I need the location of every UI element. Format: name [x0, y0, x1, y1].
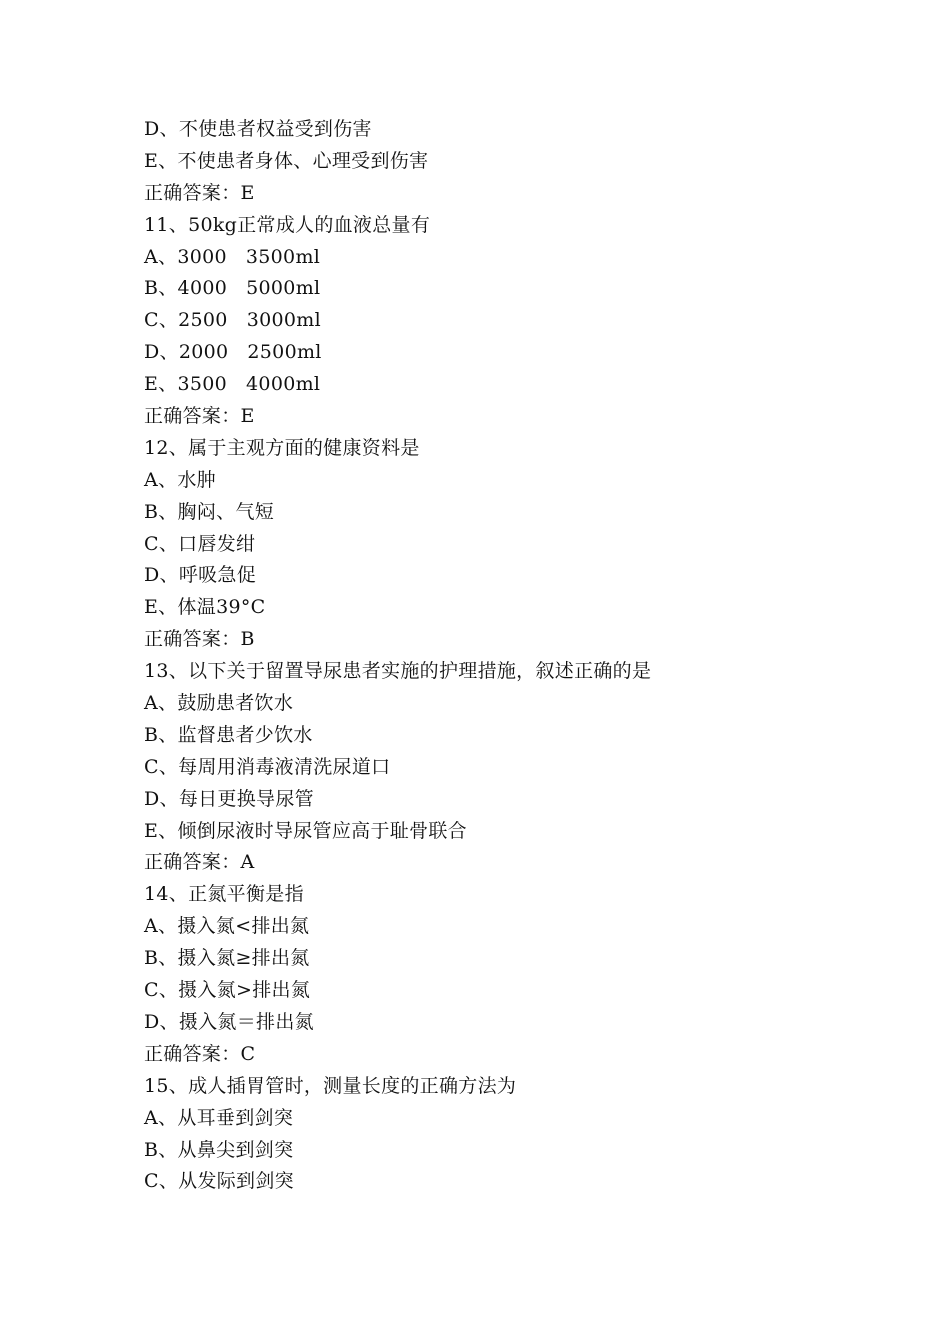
option-e-line: E、倾倒尿液时导尿管应高于耻骨联合	[144, 819, 467, 842]
question-15: 15、成人插胃管时，测量长度的正确方法为	[144, 1074, 517, 1097]
option-e-line: E、不使患者身体、心理受到伤害	[144, 149, 429, 172]
option-b-line: B、监督患者少饮水	[144, 723, 313, 746]
option-d-line: D、2000 2500ml	[144, 341, 322, 364]
option-b-line: B、4000 5000ml	[144, 277, 321, 300]
option-d-line: D、呼吸急促	[144, 564, 257, 587]
option-c-line: C、口唇发绀	[144, 532, 256, 555]
option-e-line: E、3500 4000ml	[144, 373, 321, 396]
option-d-line: D、每日更换导尿管	[144, 787, 314, 810]
question-11: 11、50kg正常成人的血液总量有	[144, 213, 431, 236]
answer-line: 正确答案：A	[144, 851, 255, 874]
option-c-line: C、2500 3000ml	[144, 309, 321, 332]
option-a-line: A、鼓励患者饮水	[144, 692, 294, 715]
answer-line: 正确答案：E	[144, 405, 255, 428]
option-d-line: D、不使患者权益受到伤害	[144, 118, 372, 140]
document-body	[144, 114, 844, 1198]
option-a-line: A、摄入氮<排出氮	[144, 915, 310, 938]
option-e-line: E、体温39°C	[144, 596, 266, 619]
question-13: 13、以下关于留置导尿患者实施的护理措施，叙述正确的是	[144, 660, 652, 683]
option-a-line: A、水肿	[144, 468, 216, 491]
option-b-line: B、从鼻尖到剑突	[144, 1138, 294, 1161]
option-c-line: C、摄入氮>排出氮	[144, 979, 311, 1002]
option-b-line: B、胸闷、气短	[144, 500, 275, 523]
option-a-line: A、从耳垂到剑突	[144, 1106, 294, 1129]
answer-line: 正确答案：B	[144, 628, 255, 651]
option-c-line: C、从发际到剑突	[144, 1170, 294, 1193]
option-a-line: A、3000 3500ml	[144, 245, 321, 268]
option-b-line: B、摄入氮≥排出氮	[144, 947, 310, 970]
question-14: 14、正氮平衡是指	[144, 883, 304, 906]
question-12: 12、属于主观方面的健康资料是	[144, 436, 420, 459]
option-c-line: C、每周用消毒液清洗尿道口	[144, 755, 391, 778]
answer-line: 正确答案：E	[144, 181, 255, 204]
option-d-line: D、摄入氮＝排出氮	[144, 1010, 314, 1033]
answer-line: 正确答案：C	[144, 1042, 256, 1065]
